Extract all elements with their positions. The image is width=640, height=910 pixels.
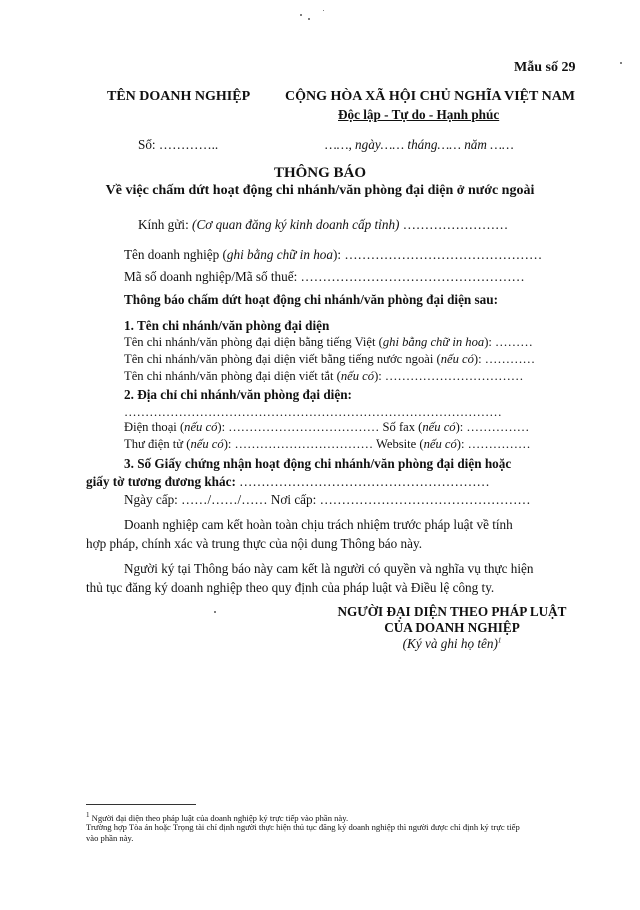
phone-hint: nếu có xyxy=(184,420,218,434)
branch-vn-name-line xyxy=(124,335,533,350)
fax-hint: nếu có xyxy=(422,420,456,434)
company-name-label: Tên doanh nghiệp ( xyxy=(124,247,227,262)
section-3-dots: ………………………………………………… xyxy=(235,474,490,489)
email-website-line xyxy=(124,437,531,452)
branch-foreign-name-label: Tên chi nhánh/văn phòng đại diện viết bằng tiếng nước ngoài ( xyxy=(124,352,441,366)
website-hint: nếu có xyxy=(423,437,457,451)
branch-short-name-label: Tên chi nhánh/văn phòng đại diện viết tắt ( xyxy=(124,369,341,383)
commitment-2-line2: thủ tục đăng ký doanh nghiệp theo quy định của pháp luật và Điều lệ công ty. xyxy=(86,580,495,595)
country-name: CỘNG HÒA XÃ HỘI CHỦ NGHĨA VIỆT NAM xyxy=(285,89,576,104)
branch-short-name-line xyxy=(124,369,523,384)
phone-label: Điện thoại ( xyxy=(124,420,185,434)
company-name-hint: ghi bằng chữ in hoa xyxy=(226,247,333,262)
branch-vn-name-label: Tên chi nhánh/văn phòng đại diện bằng tiếng Việt ( xyxy=(124,335,383,349)
signature-note xyxy=(312,636,592,652)
section-3-heading-text: giấy tờ tương đương khác: xyxy=(86,474,236,489)
email-dots-website-label: ): …………………………… Website ( xyxy=(223,437,424,451)
recipient-dots: …………………… xyxy=(399,217,509,232)
section-1-heading: 1. Tên chi nhánh/văn phòng đại diện xyxy=(124,318,330,333)
footnote-line2: Trường hợp Tòa án hoặc Trọng tài chỉ định người thực hiện thủ tục đăng ký doanh nghiệp thì người được chỉ định ký trực tiếp xyxy=(86,822,520,832)
fax-dots: ): …………… xyxy=(455,420,530,434)
branch-vn-name-hint: ghi bằng chữ in hoa xyxy=(382,335,485,349)
footnote-ref: 1 xyxy=(497,636,502,645)
notice-heading: Thông báo chấm dứt hoạt động chi nhánh/văn phòng đại diện sau: xyxy=(124,292,499,307)
document-date: ……, ngày…… tháng…… năm …… xyxy=(325,137,514,152)
email-hint: nếu có xyxy=(190,437,224,451)
page-subtitle: Về việc chấm dứt hoạt động chi nhánh/văn phòng đại diện ở nước ngoài xyxy=(105,183,535,198)
commitment-2-line1: Người ký tại Thông báo này cam kết là người có quyền và nghĩa vụ thực hiện xyxy=(124,561,534,576)
national-motto: Độc lập - Tự do - Hạnh phúc xyxy=(338,107,500,122)
footnote-divider xyxy=(86,804,196,805)
phone-dots-fax-label: ): ……………………………… Số fax ( xyxy=(217,420,423,434)
footnote-line3: vào phần này. xyxy=(86,833,134,843)
signature-title-line2: CỦA DOANH NGHIỆP xyxy=(384,620,520,635)
form-number: Mẫu số 29 xyxy=(514,60,576,75)
email-label: Thư điện tử ( xyxy=(124,437,191,451)
section-2-heading: 2. Địa chỉ chi nhánh/văn phòng đại diện: xyxy=(124,387,352,402)
recipient-value: (Cơ quan đăng ký kinh doanh cấp tỉnh) xyxy=(192,217,400,232)
branch-short-name-hint: nếu có xyxy=(340,369,375,383)
branch-vn-name-dots: ): ……… xyxy=(484,335,533,349)
page-title: THÔNG BÁO xyxy=(273,165,367,181)
company-name-dots: ): ……………………………………… xyxy=(333,247,543,262)
branch-foreign-name-hint: nếu có xyxy=(440,352,474,366)
commitment-1-line2: hợp pháp, chính xác và trung thực của nội dung Thông báo này. xyxy=(86,536,423,551)
document-number: Số: ………….. xyxy=(138,137,219,152)
recipient-label: Kính gửi: xyxy=(138,217,193,232)
section-3-heading-line1: 3. Số Giấy chứng nhận hoạt động chi nhánh/văn phòng đại diện hoặc xyxy=(124,456,512,471)
signature-title-line1: NGƯỜI ĐẠI DIỆN THEO PHÁP LUẬT xyxy=(337,604,567,619)
company-name-line xyxy=(124,247,542,263)
branch-short-name-dots: ): …………………………… xyxy=(374,369,524,383)
branch-foreign-name-line xyxy=(124,352,535,367)
branch-foreign-name-dots: ): ………… xyxy=(473,352,536,366)
website-dots: ): …………… xyxy=(456,437,531,451)
signature-note-text: (Ký và ghi họ tên) xyxy=(402,636,498,651)
issue-date-place-line: Ngày cấp: ……/……/…… Nơi cấp: ………………………………………… xyxy=(124,492,531,507)
recipient-line xyxy=(138,217,508,233)
company-name-placeholder: TÊN DOANH NGHIỆP xyxy=(107,89,251,104)
footnote-marker: 1 xyxy=(86,811,90,819)
section-3-heading-line2 xyxy=(86,474,490,490)
footnote-text-1: Người đại diện theo pháp luật của doanh nghiệp ký trực tiếp vào phần này. xyxy=(91,812,349,823)
phone-fax-line xyxy=(124,420,529,435)
company-code-line: Mã số doanh nghiệp/Mã số thuế: …………………………………………… xyxy=(124,269,525,284)
commitment-1-line1: Doanh nghiệp cam kết hoàn toàn chịu trách nhiệm trước pháp luật về tính xyxy=(124,517,513,532)
address-dots: ……………………………………………………………………………… xyxy=(124,405,502,419)
